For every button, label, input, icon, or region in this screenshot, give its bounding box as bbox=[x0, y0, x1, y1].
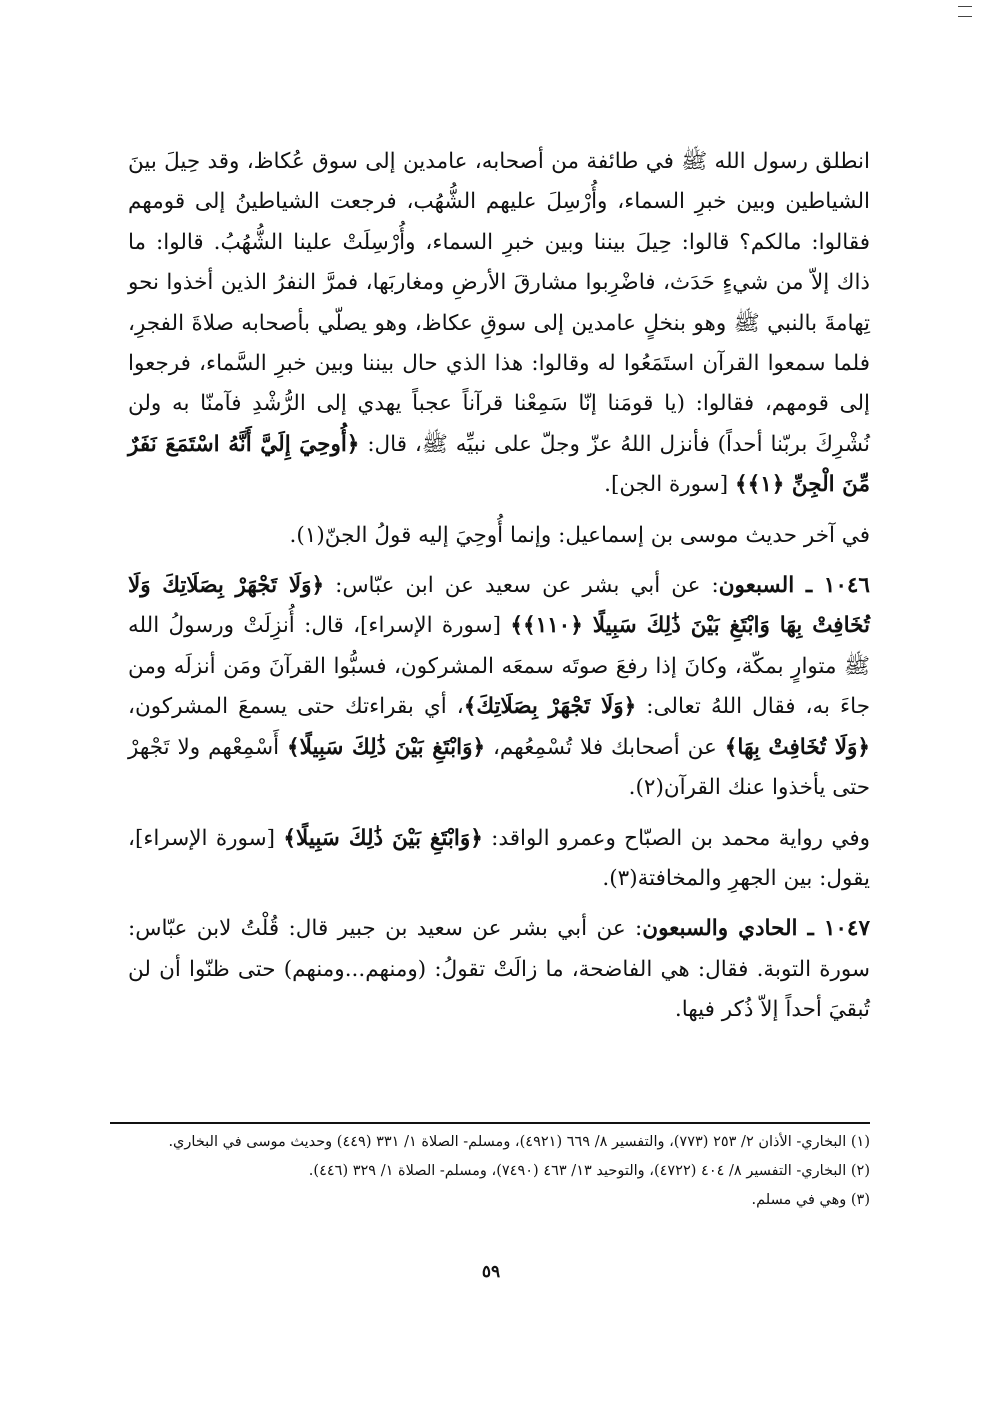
paragraph bbox=[128, 516, 870, 556]
paragraph bbox=[128, 909, 870, 1030]
text-span: [سورة الجن]. bbox=[604, 472, 735, 498]
quran-verse: ﴿أُوحِيَ إِلَيَّ أَنَّهُ اسْتَمَعَ نَفَرٌ مِّنَ الْجِنِّ ﴿١﴾﴾ bbox=[128, 431, 870, 498]
text-span: عن أصحابك فلا تُسْمِعُهم، bbox=[485, 734, 725, 760]
quran-verse: ﴿وَلَا تُخَافِتْ بِهَا﴾ bbox=[724, 734, 871, 760]
text-span: في آخر حديث موسى بن إسماعيل: وإنما أُوحِيَ إليه قولُ الجنّ(١). bbox=[289, 522, 870, 548]
footnote: (٢) البخاري- التفسير ٨/ ٤٠٤ (٤٧٢٢)، والتوحيد ١٣/ ٤٦٣ (٧٤٩٠)، ومسلم- الصلاة ١/ ٣٢٩ (٤٤٦). bbox=[308, 1163, 870, 1179]
text-span: ، أي بقراءتك حتى يسمعَ المشركون، bbox=[128, 694, 464, 720]
hadith-number: ١٠٤٦ ـ السبعون bbox=[718, 573, 870, 599]
text-span: : عن أبي بشر عن سعيد عن ابن عبّاس: bbox=[324, 573, 719, 599]
text-span: وفي رواية محمد بن الصبّاح وعمرو الواقد: bbox=[482, 825, 870, 851]
main-text bbox=[128, 142, 870, 1031]
paragraph bbox=[128, 566, 870, 808]
text-span: أَسْمِعْهم ولا تَجْهرْ حتى يأخذوا عنك القرآن(٢). bbox=[128, 734, 870, 801]
text-span: [سورة الإسراء]، يقول: بين الجهرِ والمخافتة(٣). bbox=[128, 825, 870, 891]
footnote: (٣) وهي في مسلم. bbox=[751, 1192, 870, 1208]
footnote-separator bbox=[110, 1122, 870, 1124]
footnotes bbox=[140, 1130, 870, 1217]
text-span: [سورة الإسراء]، قال: أُنزِلَتْ ورسولُ الله ﷺ متوارٍ بمكّة، وكانَ إذا رفعَ صوتَه سمعَه المشركون، فسبُّوا القرآنَ ومَن أنزلَه ومن جاءَ به، فقال اللهُ تعالى: bbox=[128, 613, 871, 720]
paragraph bbox=[128, 819, 870, 900]
text-span: : عن أبي بشر عن سعيد بن جبير قال: قُلْتُ لابن عبّاس: سورة التوبة. فقال: هي الفاضحة، ما زالَتْ تقولُ: (ومنهم...ومنهم) حتى ظنّوا أن لن تُبقيَ أحداً إلاّ ذُكر فيها. bbox=[128, 916, 870, 1023]
quran-verse: ﴿وَابْتَغِ بَيْنَ ذَٰلِكَ سَبِيلًا﴾ bbox=[287, 734, 486, 760]
footnote: (١) البخاري- الأذان ٢/ ٢٥٣ (٧٧٣)، والتفسير ٨/ ٦٦٩ (٤٩٢١)، ومسلم- الصلاة ١/ ٣٣١ (٤٤٩) وحديث موسى في البخاري. bbox=[168, 1134, 870, 1150]
page-number: ٥٩ bbox=[481, 1262, 501, 1282]
quran-verse: ﴿وَابْتَغِ بَيْنَ ذَٰلِكَ سَبِيلًا﴾ bbox=[283, 825, 483, 851]
quran-verse: ﴿وَلَا تَجْهَرْ بِصَلَاتِكَ﴾ bbox=[463, 694, 637, 720]
corner-mark bbox=[958, 6, 972, 7]
hadith-number: ١٠٤٧ ـ الحادي والسبعون bbox=[642, 916, 871, 942]
paragraph bbox=[128, 142, 870, 506]
text-span: انطلق رسول الله ﷺ في طائفة من أصحابه، عامدين إلى سوق عُكاظ، وقد حِيلَ بينَ الشياطين وبين خبرِ السماء، وأُرْسِلَ عليهم الشُّهُب، فرجعت الشياطينُ إلى قومهم فقالوا: مالكم؟ قالوا: حِيلَ بيننا وبين خبرِ السماء، وأُرْسِلَتْ علينا الشُّهُبُ. قالوا: ما ذاك إلاّ من شيءٍ حَدَث، فاضْرِبوا مشارقَ الأرضِ ومغاربَها، فمرَّ النفرُ الذين أخذوا نحو تِهامةَ بالنبي ﷺ وهو بنخلٍ عامدين إلى سوقِ عكاظ، وهو يصلّي بأصحابه صلاةَ الفجرِ، فلما سمعوا القرآن استَمَعُوا له وقالوا: هذا الذي حال بيننا وبين خبرِ السَّماء، فرجعوا إلى قومهم، فقالوا: (يا قومَنا إنّا سَمِعْنا قرآناً عجباً يهدي إلى الرُّشْدِ فآمنّا به ولن نُشْرِكَ بربّنا أحداً) فأنزل اللهُ عزّ وجلّ على نبيِّه ﷺ، قال: bbox=[128, 149, 871, 457]
corner-mark bbox=[958, 16, 972, 17]
quran-verse: ﴿وَلَا تَجْهَرْ بِصَلَاتِكَ وَلَا تُخَافِتْ بِهَا وَابْتَغِ بَيْنَ ذَٰلِكَ سَبِيلًا ﴿١١٠﴾﴾ bbox=[128, 573, 870, 639]
